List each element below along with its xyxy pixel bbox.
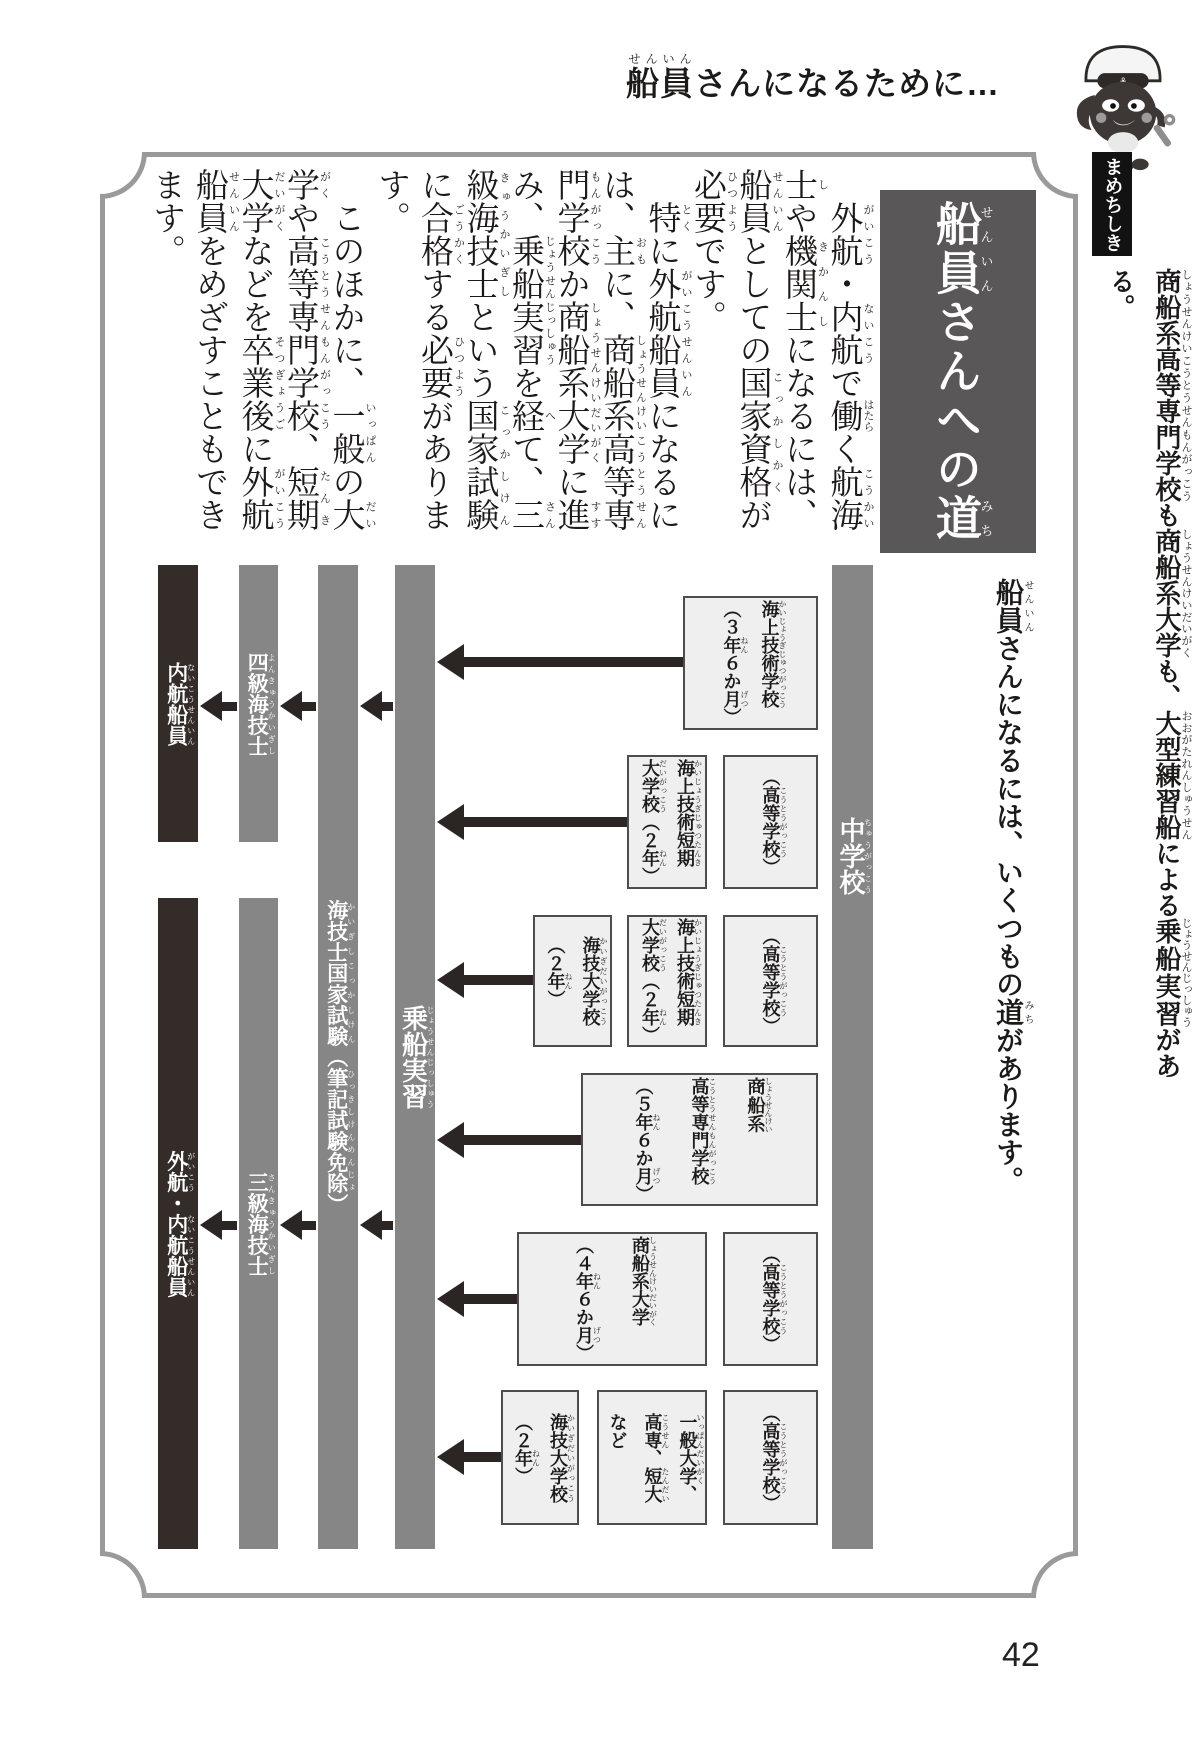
bar-onboard-training xyxy=(395,565,435,1549)
box-merchant-marine-university xyxy=(517,1232,707,1366)
trivia-tab-label: まめちしき xyxy=(1101,156,1123,252)
box-high-school xyxy=(723,1390,818,1525)
bar-label-grade3-officer: 三級海技士 さんきゅうかいぎし xyxy=(245,1171,277,1276)
flow-arrow-left xyxy=(200,1210,237,1240)
bar-grade3-officer xyxy=(239,898,278,1549)
box-text: 海技大学校かいぎだいがっこう （２年ねん） xyxy=(513,1412,576,1503)
box-text: 海上技術学校かいじょうぎじゅつがっこう （３年ねん６か月げつ） xyxy=(721,600,787,726)
box-text: （高等学校こうとうがっこう） xyxy=(760,768,788,876)
bar-label-domestic-crew: 内航船員 ないこうせんいん xyxy=(164,661,196,746)
flow-arrow-left xyxy=(437,1281,517,1317)
bar-label-oceangoing-domestic-crew: 外航 がいこう・内航船員 ないこうせんいん xyxy=(164,1150,196,1297)
flow-arrow-left xyxy=(360,1210,393,1240)
bar-junior-high-school xyxy=(832,565,873,1549)
box-high-school xyxy=(723,755,818,889)
page-number: 42 xyxy=(1002,1636,1040,1674)
panel-corner-notch xyxy=(100,152,147,199)
bar-label-grade4-officer: 四級海技士 よんきゅうかいぎし xyxy=(245,651,277,756)
box-high-school xyxy=(723,915,818,1047)
box-text: （高等学校こうとうがっこう） xyxy=(760,1245,788,1353)
diagram-lead-sentence: 船員せんいんさんになるには、いくつもの道みちがあります。 xyxy=(993,578,1033,1194)
body-text: 外航がいこう・内航ないこうで働はたらく航海こうかい士しや機関士きかんしになるには、船員せんいんとしての国家こっか資格しかくが必要ひつようです。 特とくに外航船員がいこうせんいんになるには、主おもに、商船系しょうせんけい高等専こうとうせん門学校もんがっこうか商船系大学しょうせんけいだいがくに進すすみ、乗船実習じょうせんじっしゅうを経へて、三さん級海技士きゅうかいぎしという国家試験こっかしけんに合格ごうかくする必要ひつようがあります。 このほかに、一般いっぱんの大だい学がくや高等専門学校こうとうせんもんがっこう、短期たんき大学だいがくなどを卒業後そつぎょうごに外航がいこう船員せんいんをめざすこともできます。 xyxy=(149,168,874,531)
box-marine-technical-college xyxy=(533,915,612,1047)
panel-corner-notch xyxy=(1031,1551,1078,1598)
flow-arrow-left xyxy=(280,1210,316,1240)
flow-arrow-left xyxy=(360,691,393,721)
page-title: 船員せんいんさんになるために… xyxy=(626,52,1000,102)
box-maritime-junior-college xyxy=(627,915,707,1047)
box-text: 海上技術短期かいじょうぎじゅつたんき 大学校だいがっこう（２年ねん） xyxy=(640,918,703,1044)
box-text: 一般大学いっぱんだいがく、 高専こうせん、短大たんだい など xyxy=(607,1412,705,1503)
bar-label-onboard-training: 乗船実習じょうせんじっしゅう xyxy=(398,1005,435,1109)
section-title-text: 船員せんいんさんへの道みち xyxy=(930,200,994,543)
flow-arrow-left xyxy=(437,962,533,998)
box-text: 海上技術短期かいじょうぎじゅつたんき 大学校だいがっこう（２年ねん） xyxy=(640,759,703,885)
box-high-school xyxy=(723,1232,818,1366)
box-text: （高等学校こうとうがっこう） xyxy=(760,927,788,1035)
box-maritime-junior-college xyxy=(627,755,707,889)
box-merchant-marine-college-of-technology xyxy=(581,1073,818,1206)
box-text: 商船系大学しょうせんけいだいがく （４年ねん６か月げつ） xyxy=(574,1236,658,1362)
bar-domestic-crew xyxy=(158,565,198,842)
flow-arrow-left xyxy=(200,691,237,721)
box-text: （高等学校こうとうがっこう） xyxy=(760,1403,788,1512)
box-marine-technical-college xyxy=(501,1390,579,1525)
box-text: 海技大学校かいぎだいがっこう （２年ねん） xyxy=(545,936,608,1026)
flow-arrow-left xyxy=(437,1122,581,1158)
box-maritime-technical-school xyxy=(683,596,818,730)
box-text: 商船系しょうせんけい 高等専門学校こうとうせんもんがっこう （５年ねん６か月げつ） xyxy=(633,1076,773,1203)
trivia-note-text: 商船系高等専門学校しょうせんけいこうとうせんもんがっこうも商船系大学しょうせんけいだいがくも、大型練習船おおがたれんしゅうせんによる乗船実習じょうせんじっしゅうがある。 xyxy=(1106,268,1192,1079)
flow-arrow-left xyxy=(437,1439,501,1475)
box-general-university xyxy=(597,1390,707,1525)
bar-label-junior-high: 中学校ちゅうがっこう xyxy=(836,817,873,895)
panel-corner-notch xyxy=(100,1551,147,1598)
bar-oceangoing-domestic-crew xyxy=(158,898,198,1549)
panel-corner-notch xyxy=(1031,152,1078,199)
flow-arrow-left xyxy=(280,691,316,721)
section-title-block xyxy=(880,190,1036,553)
flow-arrow-left xyxy=(437,804,627,840)
flow-arrow-left xyxy=(437,644,683,680)
bar-national-exam xyxy=(318,565,358,1549)
trivia-tab xyxy=(1092,152,1132,256)
bar-grade4-officer xyxy=(239,565,278,842)
bar-label-national-exam: 海技士国家試験 かいぎしこっかしけん（筆記試験免除 ひっきしけんめんじょ） xyxy=(324,899,356,1215)
